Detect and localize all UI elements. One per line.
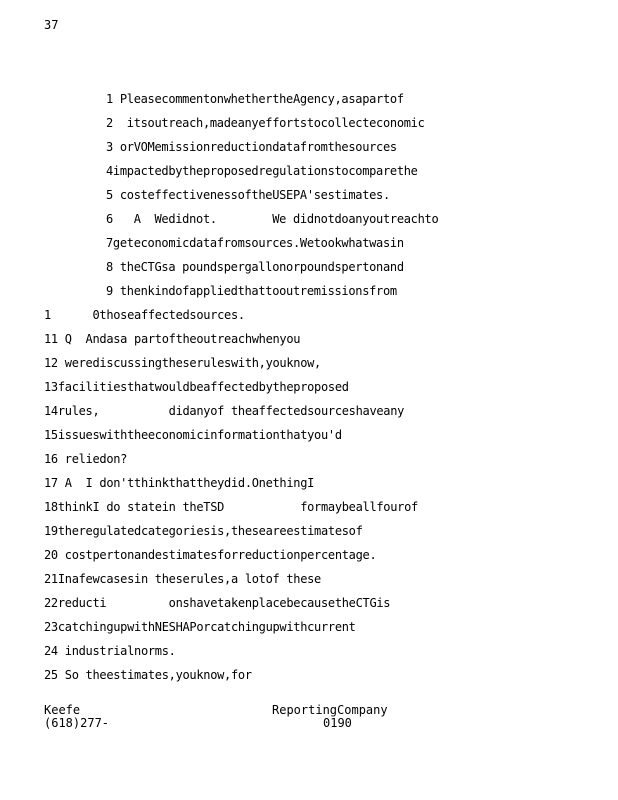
transcript-line: 24 industrialnorms. xyxy=(44,644,176,658)
footer-reporter-name: Keefe xyxy=(44,703,81,717)
transcript-line: 3 orVOMemissionreductiondatafromthesources xyxy=(106,140,397,154)
transcript-line: 1 0thoseaffectedsources. xyxy=(44,308,245,322)
transcript-line: 8 theCTGsa poundspergallonorpoundspertonand xyxy=(106,260,404,274)
transcript-line: 23catchingupwithNESHAPorcatchingupwithcurrent xyxy=(44,620,356,634)
transcript-line: 6 A Wedidnot. We didnotdoanyoutreachto xyxy=(106,212,439,226)
footer-phone-prefix: (618)277- xyxy=(44,716,110,730)
transcript-line: 18thinkI do statein theTSD formaybeallfourof xyxy=(44,500,418,514)
transcript-line: 15issueswiththeeconomicinformationthatyou'd xyxy=(44,428,342,442)
transcript-line: 11 Q Andasa partoftheoutreachwhenyou xyxy=(44,332,301,346)
transcript-line: 20 costpertonandestimatesforreductionpercentage. xyxy=(44,548,377,562)
transcript-line: 4impactedbytheproposedregulationstocomparethe xyxy=(106,164,418,178)
transcript-line: 22reducti onshavetakenplacebecausetheCTGis xyxy=(44,596,391,610)
page-number: 37 xyxy=(44,18,59,32)
transcript-line: 9 thenkindofappliedthattooutremissionsfrom xyxy=(106,284,397,298)
transcript-line: 1 PleasecommentonwhethertheAgency,asapartof xyxy=(106,92,404,106)
transcript-line: 21Inafewcasesin theserules,a lotof these xyxy=(44,572,321,586)
transcript-line: 2 itsoutreach,madeanyeffortstocollecteconomic xyxy=(106,116,425,130)
footer-company-name: ReportingCompany xyxy=(272,703,388,717)
transcript-line: 14rules, didanyof theaffectedsourceshaveany xyxy=(44,404,405,418)
transcript-line: 19theregulatedcategoriesis,theseareestimatesof xyxy=(44,524,363,538)
transcript-line: 12 werediscussingtheseruleswith,youknow, xyxy=(44,356,321,370)
footer-phone-suffix: 0190 xyxy=(323,716,352,730)
transcript-line: 25 So theestimates,youknow,for xyxy=(44,668,252,682)
transcript-line: 16 reliedon? xyxy=(44,452,128,466)
transcript-line: 7geteconomicdatafromsources.Wetookwhatwasin xyxy=(106,236,404,250)
transcript-line: 13facilitiesthatwouldbeaffectedbytheproposed xyxy=(44,380,349,394)
transcript-line: 17 A I don'tthinkthattheydid.OnethingI xyxy=(44,476,315,490)
transcript-line: 5 costeffectivenessoftheUSEPA'sestimates. xyxy=(106,188,390,202)
